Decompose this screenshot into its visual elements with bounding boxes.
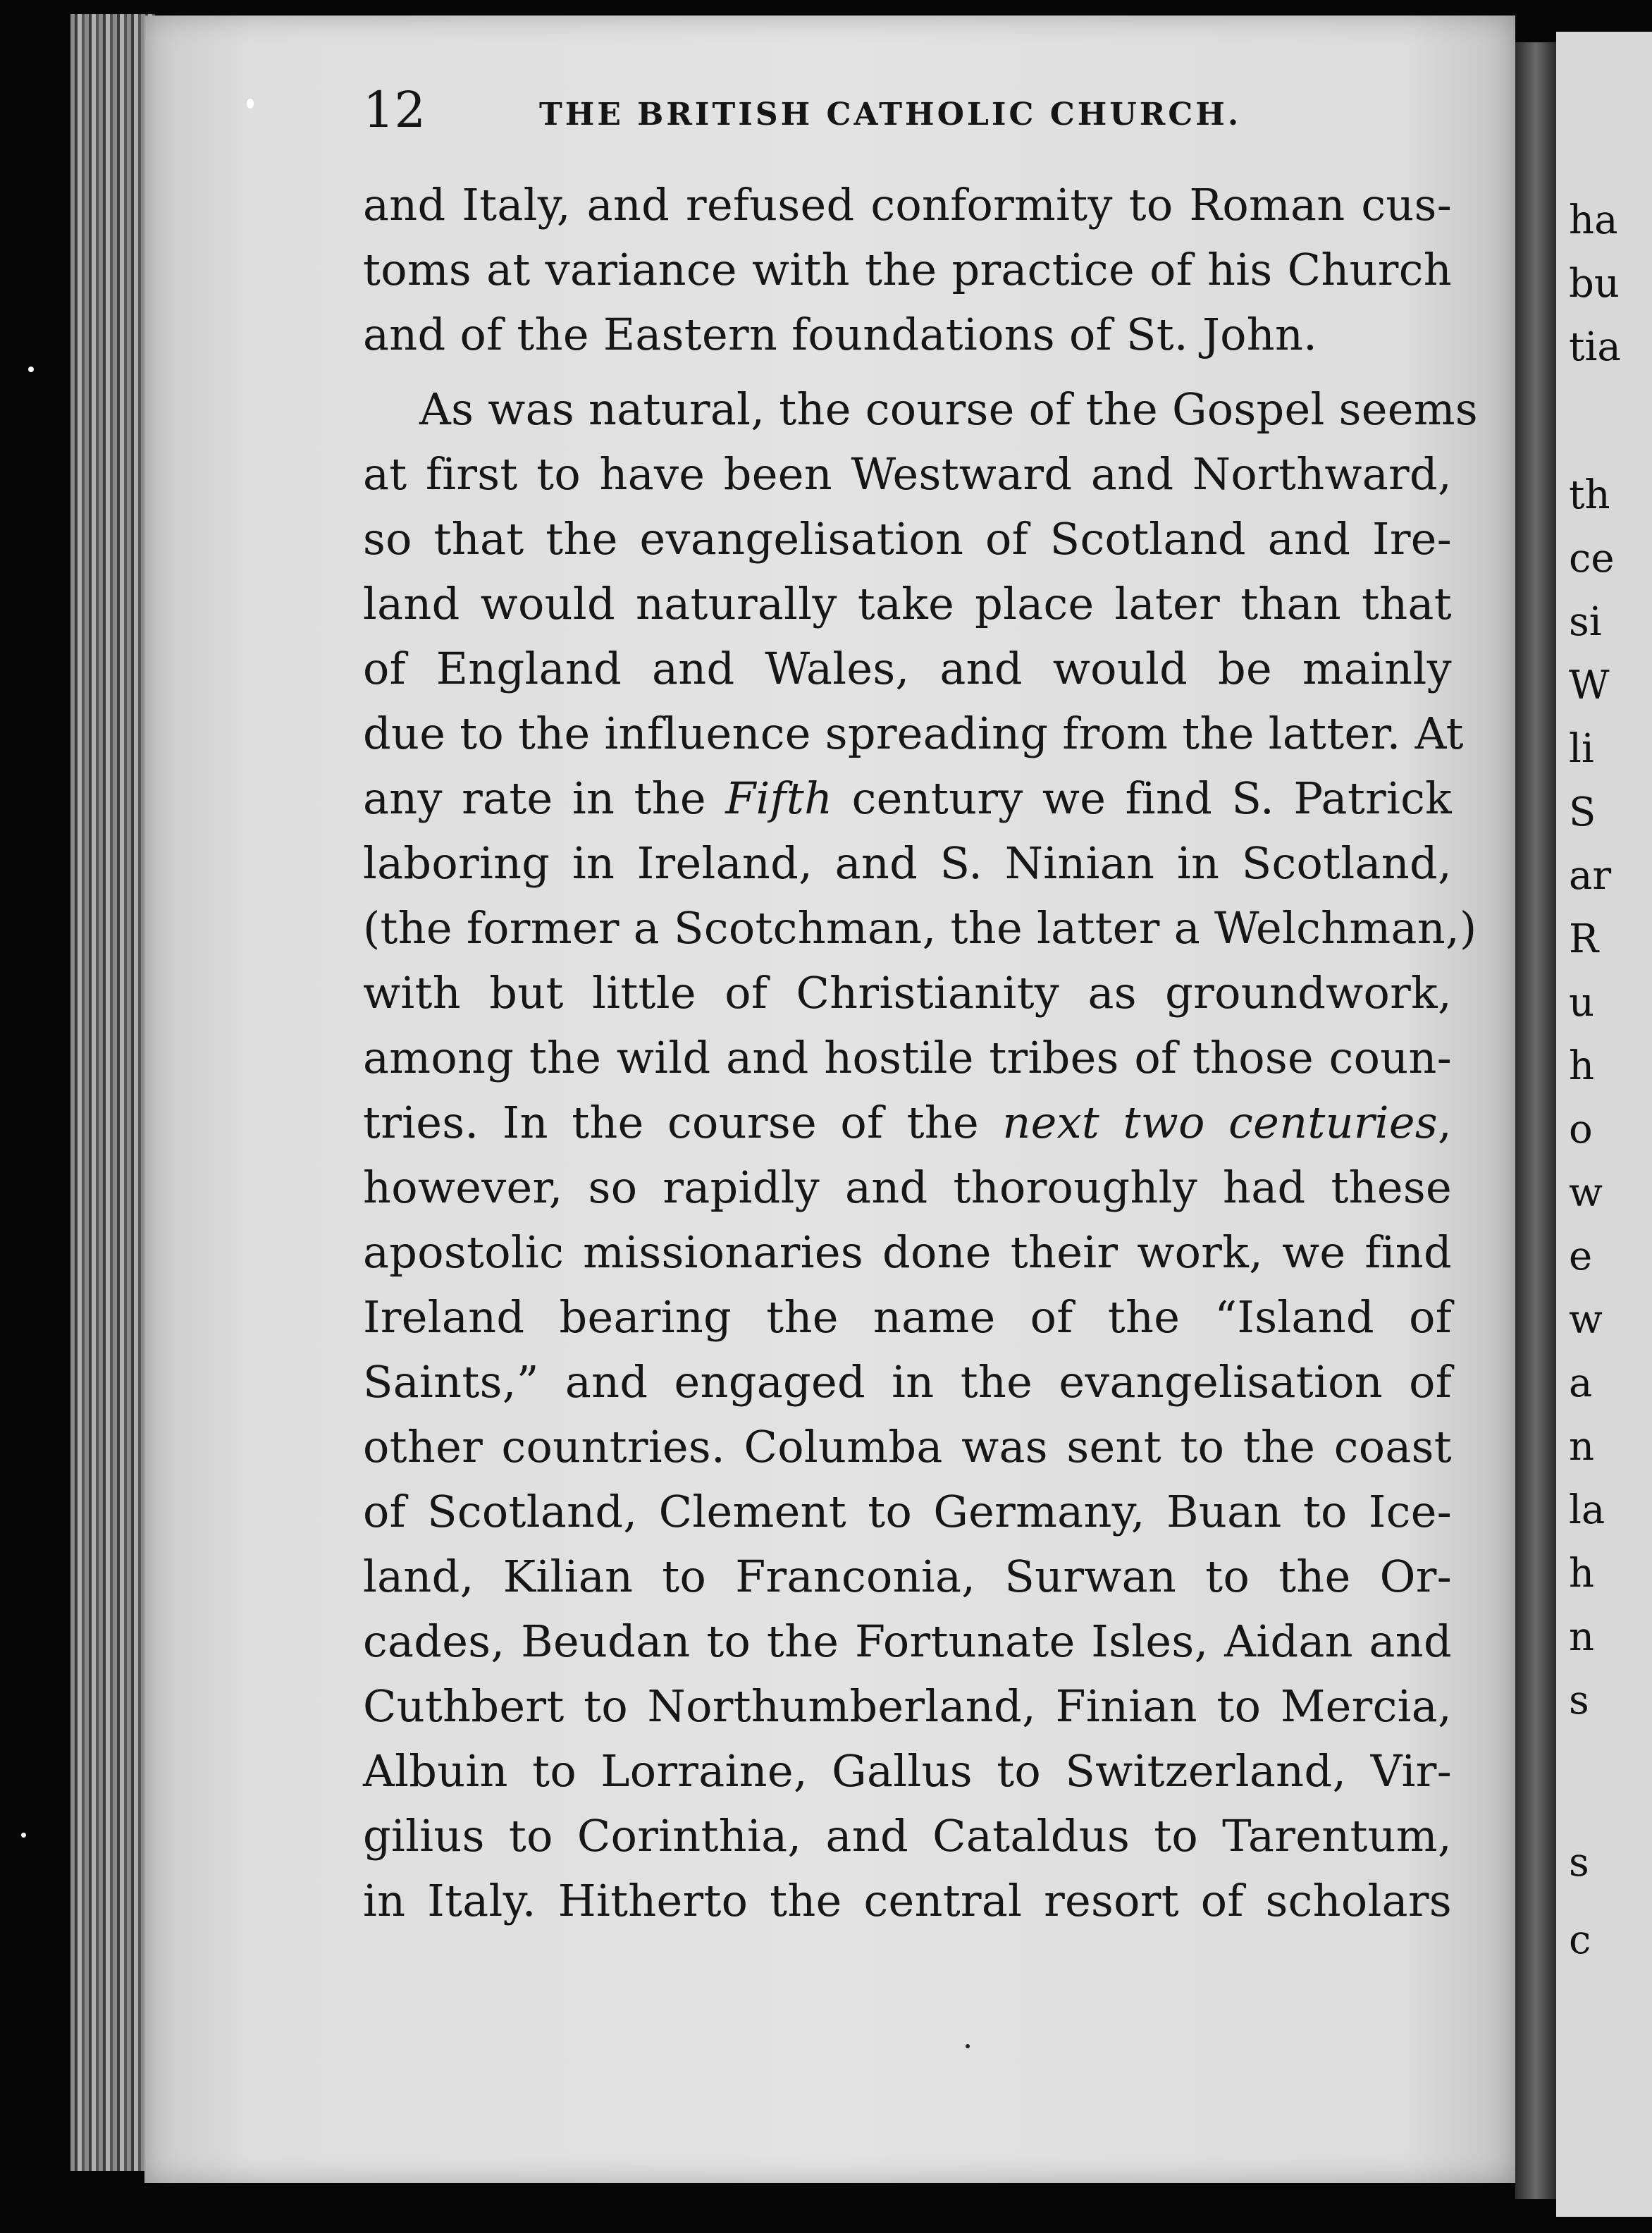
text-run: tries. In the course of the	[363, 1097, 1003, 1148]
facing-fragment: si	[1569, 599, 1602, 645]
paragraph	[363, 173, 1452, 367]
facing-fragment: u	[1569, 980, 1595, 1026]
text-line: due to the influence spreading from the latter. At	[363, 708, 1464, 759]
facing-fragment: s	[1569, 1840, 1589, 1886]
body-text	[363, 173, 1478, 1933]
facing-fragment: W	[1569, 663, 1610, 708]
page-header	[363, 81, 1445, 137]
text-run: century we find S. Patrick	[832, 773, 1452, 824]
text-line	[363, 766, 1452, 831]
facing-fragment: c	[1569, 1917, 1591, 1963]
text-line: so that the evangelisation of Scotland and Ire-	[363, 513, 1452, 565]
text-line: land would naturally take place later than that	[363, 578, 1452, 629]
text-line: Cuthbert to Northumberland, Finian to Mercia,	[363, 1680, 1452, 1732]
facing-fragment: th	[1569, 472, 1610, 518]
facing-fragment: ar	[1569, 853, 1612, 899]
text-line: with but little of Christianity as groundwork,	[363, 967, 1452, 1019]
facing-fragment: n	[1569, 1424, 1595, 1470]
text-line: in Italy. Hitherto the central resort of scholars	[363, 1875, 1452, 1926]
facing-fragment: s	[1569, 1678, 1589, 1723]
text-line: Saints,” and engaged in the evangelisation of	[363, 1356, 1452, 1408]
text-line: however, so rapidly and thoroughly had these	[363, 1162, 1452, 1213]
facing-fragment: tia	[1569, 324, 1621, 370]
text-line: As was natural, the course of the Gospel seems	[419, 383, 1478, 435]
text-line	[363, 1090, 1452, 1155]
text-line: and of the Eastern foundations of St. John.	[363, 309, 1318, 360]
facing-fragment: e	[1569, 1234, 1593, 1279]
text-line: gilius to Corinthia, and Cataldus to Tarentum,	[363, 1810, 1452, 1862]
text-line: and Italy, and refused conformity to Roman cus-	[363, 179, 1452, 230]
facing-fragment: ce	[1569, 536, 1615, 582]
italic-text: Fifth	[725, 773, 833, 824]
scan-speck	[28, 367, 34, 372]
text-line: among the wild and hostile tribes of those coun-	[363, 1032, 1452, 1083]
facing-fragment: o	[1569, 1107, 1593, 1152]
text-run: any rate in the	[363, 773, 726, 824]
page-edges	[70, 14, 155, 2171]
facing-page	[1556, 32, 1652, 2217]
scan-speck	[247, 99, 254, 109]
text-line: other countries. Columba was sent to the coast	[363, 1421, 1452, 1472]
text-line: (the former a Scotchman, the latter a Welchman,)	[363, 902, 1477, 954]
facing-fragment: h	[1569, 1043, 1595, 1089]
facing-fragment: h	[1569, 1551, 1595, 1597]
facing-fragment: la	[1569, 1487, 1605, 1533]
facing-fragment: S	[1569, 789, 1596, 835]
text-line: at first to have been Westward and Northward,	[363, 448, 1452, 500]
scan-speck	[21, 1833, 26, 1838]
scan-speck	[966, 2044, 970, 2048]
text-line: of Scotland, Clement to Germany, Buan to Ice-	[363, 1486, 1452, 1537]
facing-fragment: bu	[1569, 261, 1620, 307]
running-title: THE BRITISH CATHOLIC CHURCH.	[539, 97, 1242, 133]
facing-fragment: a	[1569, 1360, 1593, 1406]
facing-fragment: ha	[1569, 197, 1618, 243]
page-number: 12	[363, 81, 426, 139]
text-line: toms at variance with the practice of his Church	[363, 244, 1452, 295]
text-line: Albuin to Lorraine, Gallus to Switzerland, Vir-	[363, 1745, 1452, 1797]
paragraph	[363, 377, 1478, 1933]
text-line: cades, Beudan to the Fortunate Isles, Aidan and	[363, 1616, 1452, 1667]
book-gutter	[1515, 42, 1556, 2199]
text-line: apostolic missionaries done their work, we find	[363, 1226, 1452, 1278]
text-line: land, Kilian to Franconia, Surwan to the Or-	[363, 1551, 1452, 1602]
text-line: Ireland bearing the name of the “Island of	[363, 1291, 1452, 1343]
facing-fragment: w	[1569, 1170, 1603, 1216]
facing-fragment: n	[1569, 1614, 1595, 1660]
facing-fragment: w	[1569, 1297, 1603, 1343]
text-line: of England and Wales, and would be mainly	[363, 643, 1452, 694]
text-line: laboring in Ireland, and S. Ninian in Scotland,	[363, 837, 1452, 889]
text-run: ,	[1437, 1097, 1452, 1148]
facing-fragment: li	[1569, 726, 1594, 772]
facing-fragment: R	[1569, 916, 1599, 962]
italic-text: next two centuries	[1002, 1097, 1438, 1148]
